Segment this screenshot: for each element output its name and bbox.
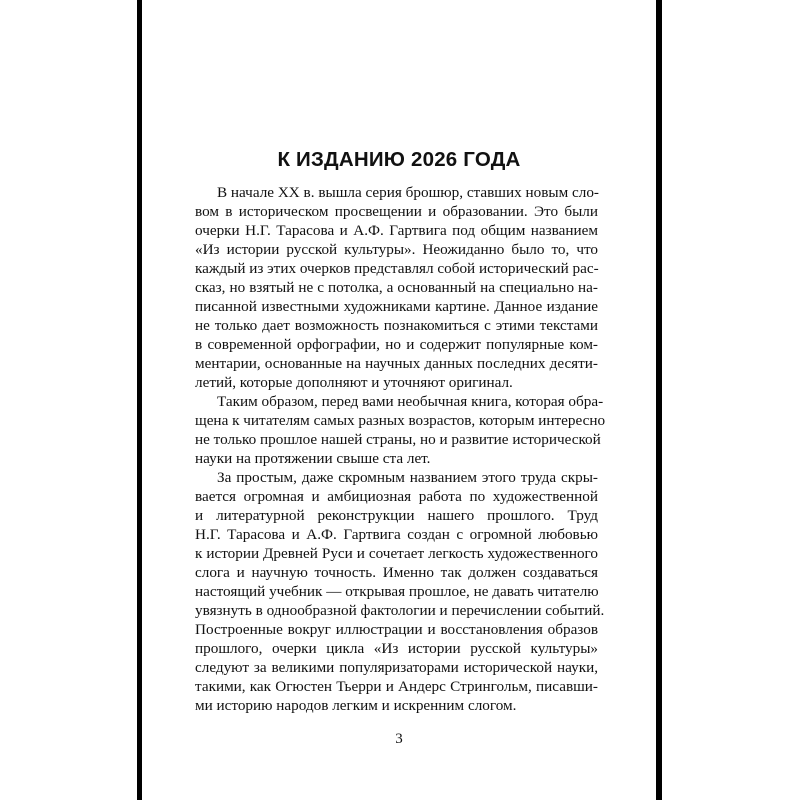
text-line: не только прошлое нашей страны, но и развитие исторической	[195, 431, 601, 448]
text-line: увязнуть в однообразной фактологии и перечислении событий.	[195, 602, 605, 619]
paragraph	[195, 392, 606, 468]
text-line: Построенные вокруг иллюстрации и восстановления образов	[195, 621, 598, 638]
text-line: Н.Г. Тарасова и А.Ф. Гартвига создан с огромной любовью	[195, 526, 598, 543]
text-line: В начале XX в. вышла серия брошюр, ставших новым сло-	[217, 184, 599, 201]
text-line: такими, как Огюстен Тьерри и Андерс Стрингольм, писавши-	[195, 678, 598, 695]
right-page-edge	[656, 0, 662, 800]
text-line: ментарии, основанные на научных данных последних десяти-	[195, 355, 598, 372]
text-line: науки на протяжении свыше ста лет.	[195, 450, 431, 467]
text-line: Таким образом, перед вами необычная книга, которая обра-	[217, 393, 604, 410]
text-line: следуют за великими популяризаторами исторической науки,	[195, 659, 598, 676]
text-line: сказ, но взятый не с потолка, а основанный на специально на-	[195, 279, 598, 296]
page-heading: К ИЗДАНИЮ 2026 ГОДА	[277, 148, 521, 171]
text-line: и литературной реконструкции нашего прошлого. Труд	[195, 507, 598, 524]
text-line: не только дает возможность познакомиться с этими текстами	[195, 317, 598, 334]
page-number: 3	[395, 731, 403, 747]
text-line: каждый из этих очерков представлял собой исторический рас-	[195, 260, 599, 277]
text-line: щена к читателям самых разных возрастов, которым интересно	[195, 412, 606, 429]
text-line: в современной орфографии, но и содержит популярные ком-	[195, 336, 598, 353]
text-line: писанной известными художниками картине. Данное издание	[195, 298, 598, 315]
paragraph	[195, 468, 605, 715]
text-line: вом в историческом просвещении и образовании. Это были	[195, 203, 598, 220]
text-line: ми историю народов легким и искренним слогом.	[195, 697, 517, 714]
text-line: слога и научную точность. Именно так должен создаваться	[195, 564, 598, 581]
text-line: летий, которые дополняют и уточняют оригинал.	[195, 374, 513, 391]
body-text	[195, 183, 606, 715]
text-line: настоящий учебник — открывая прошлое, не давать читателю	[195, 583, 599, 600]
text-line: прошлого, очерки цикла «Из истории русской культуры»	[195, 640, 598, 657]
paragraph	[195, 183, 598, 392]
book-page	[142, 0, 656, 800]
text-line: За простым, даже скромным названием этого труда скры-	[217, 469, 598, 486]
text-line: вается огромная и амбициозная работа по художественной	[195, 488, 598, 505]
text-line: «Из истории русской культуры». Неожиданно было то, что	[195, 241, 598, 258]
text-line: к истории Древней Руси и сочетает легкость художественного	[195, 545, 598, 562]
text-line: очерки Н.Г. Тарасова и А.Ф. Гартвига под общим названием	[195, 222, 598, 239]
